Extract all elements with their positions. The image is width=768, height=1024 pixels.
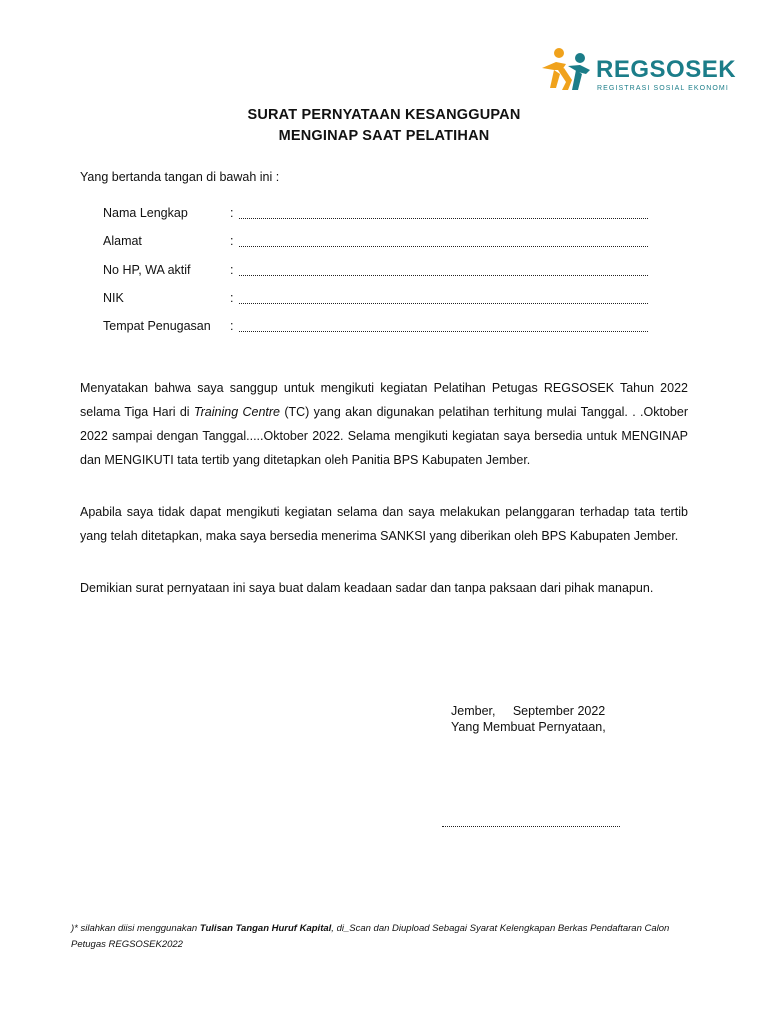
signatory-label: Yang Membuat Pernyataan, [451,720,606,734]
place-date: Jember, September 2022 [451,704,606,718]
regsosek-figure-icon [536,46,594,98]
footnote-emphasis: Tulisan Tangan Huruf Kapital [199,923,332,934]
fill-in-dotted-line [239,303,648,304]
field-colon: : [230,206,234,220]
signature-dotted-line [442,826,620,827]
field-label: No HP, WA aktif [103,263,191,277]
field-colon: : [230,291,234,305]
field-no-hp [103,263,648,281]
field-colon: : [230,319,234,333]
statement-paragraph: Menyatakan bahwa saya sanggup untuk mengikuti kegiatan Pelatihan Petugas REGSOSEK Tahun 2022 selama Tiga Hari di Training Centre (TC) yang akan digunakan pelatihan terhitung mulai Tanggal. . .Oktober 2022 sampai dengan Tanggal.....Oktober 2022. Selama mengikuti kegiatan saya bersedia untuk MENGINAP dan MENGIKUTI tata tertib yang ditetapkan oleh Panitia BPS Kabupaten Jember. [80,381,688,467]
fill-in-dotted-line [239,246,648,247]
document-title-line2: MENGINAP SAAT PELATIHAN [278,128,490,144]
intro-text: Yang bertanda tangan di bawah ini : [80,170,280,184]
field-alamat [103,234,648,252]
document-title-line1: SURAT PERNYATAAN KESANGGUPAN [247,107,521,123]
field-label: Tempat Penugasan [103,319,211,333]
regsosek-logo [536,46,736,100]
sanction-paragraph: Apabila saya tidak dapat mengikuti kegiatan selama dan saya melakukan pelanggaran terhadap tata tertib yang telah ditetapkan, maka saya bersedia menerima SANKSI yang diberikan oleh BPS Kabupaten Jember. [80,505,688,543]
field-nik [103,291,648,309]
logo-wordmark: REGSOSEK [596,56,737,83]
closing-paragraph: Demikian surat pernyataan ini saya buat dalam keadaan sadar dan tanpa paksaan dari pihak manapun. [80,581,654,595]
training-centre-italic: Training Centre [193,405,281,419]
field-colon: : [230,234,234,248]
field-label: NIK [103,291,124,305]
footnote: )* silahkan diisi menggunakan Tulisan Tangan Huruf Kapital, di_Scan dan Diupload Sebagai Syarat Kelengkapan Berkas Pendaftaran Calon Petugas REGSOSEK2022 [71,923,670,950]
fill-in-dotted-line [239,275,648,276]
field-label: Nama Lengkap [103,206,188,220]
fill-in-dotted-line [239,218,648,219]
field-colon: : [230,263,234,277]
field-label: Alamat [103,234,142,248]
logo-subtitle: REGISTRASI SOSIAL EKONOMI [597,85,729,92]
field-tempat-penugasan [103,319,648,337]
fill-in-dotted-line [239,331,648,332]
field-nama-lengkap [103,206,648,224]
